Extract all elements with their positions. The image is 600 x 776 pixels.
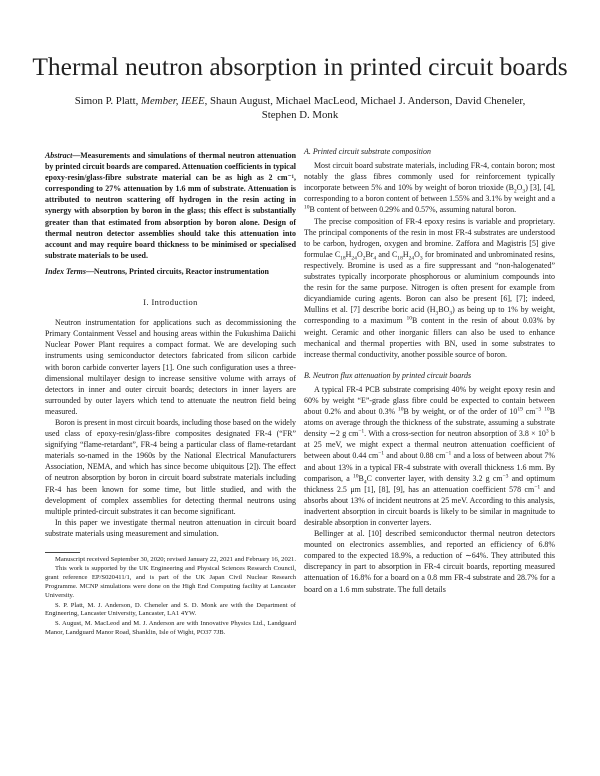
- text-run: H: [402, 249, 409, 259]
- text-run: O: [516, 183, 523, 193]
- author-membership: Member, IEEE: [141, 95, 205, 107]
- text-run: and about 0.88 cm: [384, 451, 446, 461]
- intro-paragraph-2: Boron is present in most circuit boards, including those based on the widely used class of epoxy-resin/glass-fibre composites designated FR-4 (“FR” signifying “flame-retardant”, FR-4 being a particular class of flame-retardant materials so-named in the 1960s by the National Electrical Manufacturers Association, NEMA, and which has since become ubiquitous [2]). The effect of neutron absorption by boron in circuit board substrate materials including FR-4 has been known for some time, but little studied, and with the development of complex assemblies for detecting thermal neutrons using multiple printed-circuit substrates it can become significant.: [45, 417, 296, 516]
- author-line-2: Stephen D. Monk: [261, 109, 339, 121]
- substrate-paragraph-2: [304, 216, 555, 360]
- superscript: 10: [352, 472, 359, 479]
- text-run: BO: [438, 305, 450, 315]
- footnotes: [45, 552, 296, 638]
- text-run: and a loss of between about 7% and about 13% in a typical FR-4 substrate with overall thickness 1.6 mm. By comparison, a: [304, 451, 556, 483]
- abstract-label: Abstract: [45, 151, 73, 160]
- subscript: 18: [397, 255, 403, 262]
- left-column: [45, 150, 296, 638]
- superscript: −1: [358, 428, 365, 435]
- text-run: b at 25 meV, we might expect a thermal neutron attenuation coefficient of between about 0.44 cm: [304, 429, 555, 461]
- superscript: 10: [398, 406, 404, 413]
- text-run: O: [356, 249, 363, 259]
- text-run: and absorbs about 13% of incident neutrons at 25 meV. According to this analysis, inadvertent absorption in circuit boards is likely to be similar in magnitude to desirable absorption in converter layers.: [304, 484, 555, 527]
- subscript: 4: [373, 255, 377, 262]
- author-line-1: [40, 94, 560, 108]
- subscript: 3: [522, 188, 526, 195]
- superscript: 10: [406, 315, 413, 322]
- text-run: The precise composition of FR-4 epoxy resins is variable and proprietary. The principal components of the resin in most FR-4 substrates are understood to be carbon, hydrogen, oxygen and bromine. Zaffora and Magistris [5] give formulae C: [304, 216, 555, 259]
- superscript: 10: [304, 204, 310, 211]
- subscript: 4: [363, 479, 367, 486]
- subsection-heading-substrate-composition: A. Printed circuit substrate composition: [304, 147, 431, 156]
- author-names-rest: , Shaun August, Michael MacLeod, Michael J. Anderson, David Cheneler,: [204, 95, 526, 107]
- superscript: −1: [445, 450, 452, 457]
- footnote-affiliation-lancaster: S. P. Platt, M. J. Anderson, D. Cheneler and S. D. Monk are with the Department of Engineering, Lancaster University, Lancaster, LA1 4YW.: [45, 601, 296, 618]
- subsection-heading-flux-attenuation: B. Neutron flux attenuation by printed circuit boards: [304, 370, 472, 380]
- text-run: H: [345, 249, 352, 259]
- text-run: and optimum thickness 2.5 μm [1], [8], [9], has an attenuation coefficient 578 cm: [304, 473, 555, 494]
- text-run: ) as being up to 1% by weight, corresponding to a maximum: [304, 305, 556, 326]
- text-run: cm: [522, 407, 536, 417]
- subscript: 2: [362, 255, 366, 262]
- text-run: B: [358, 473, 364, 483]
- superscript: 19: [517, 406, 523, 413]
- text-run: for brominated and unbrominated resins, respectively. Bromine is used as a fire suppressant and “non-halogenated” substrates typically incorporate phosphorous or aluminium compounds into the resin for the same purpose. Nitrogen is often present for example from dicyandiamide curing agents. Boron can also be present [6], [7]; indeed, Mullins et al. [7] describe boric acid (H: [304, 249, 555, 315]
- text-run: Br: [365, 249, 374, 259]
- text-run: O: [414, 249, 420, 259]
- superscript: −3: [502, 472, 509, 479]
- footnote-affiliation-innovative-physics: S. August, M. MacLeod and M. J. Anderson are with Innovative Physics Ltd., Landguard Manor, Landguard Manor Road, Shanklin, Isle of Wight, PO37 7JB.: [45, 619, 296, 636]
- substrate-paragraph-1: [304, 160, 555, 215]
- subscript: 24: [408, 255, 415, 262]
- index-terms: [45, 266, 296, 277]
- section-heading-introduction: I. Introduction: [143, 298, 198, 308]
- text-run: Most circuit board substrate materials, including FR-4, contain boron; most notably the glass fibres commonly used for reinforcement typically incorporate between 5% and 10% by weight of boron trioxide (B: [304, 161, 555, 193]
- superscript: 3: [545, 428, 549, 435]
- text-run: B content of between 0.29% and 0.57%, assuming natural boron.: [309, 205, 517, 215]
- attenuation-paragraph-1: [304, 384, 555, 528]
- intro-paragraph-1: Neutron instrumentation for applications such as decommissioning the Primary Containment Vessel and housing areas within the Fukushima Daiichi Nuclear Power Plant requires a compact format. We are developing such instruments using semiconductor detectors fabricated from silicon carbide with boron carbide converter layers [1]. One such configuration uses a three-dimensional multilayer design to increase sensitive volume with arrays of detectors in inner and outer circuit boards; detectors in inner layers are surrounded by outer layers which tend to attenuate the neutron field being measured.: [45, 318, 296, 416]
- index-terms-label: Index Terms: [45, 266, 86, 276]
- text-run: . With a cross-section for neutron absorption of 3.8 × 10: [364, 429, 546, 439]
- index-terms-text: —Neutrons, Printed circuits, Reactor instrumentation: [85, 266, 269, 276]
- subscript: 3: [435, 310, 439, 317]
- subscript: 24: [351, 255, 357, 262]
- text-run: C converter layer, with density 3.2 g cm: [366, 473, 503, 483]
- text-run: ) [3], [4], corresponding to a boron content of between 1.55% and 3.1% by weight and a: [304, 183, 555, 204]
- paper-title: Thermal neutron absorption in printed circuit boards: [32, 52, 568, 81]
- superscript: 10: [544, 406, 550, 413]
- attenuation-paragraph-2: Bellinger at al. [10] described semiconductor thermal neutron detectors mounted on electronics assemblies, and reported an efficiency of 6.8% compared to the expected 18.9%, a reduction of ∼64%. They attributed this discrepancy in part to absorption in FR-4 circuit boards, reporting measured attenuation of 16.8% for a board on a 0.8 mm FR-4 substrate and 28.7% for a board on a 1.6 mm substrate. The full details: [304, 529, 555, 594]
- superscript: −1: [534, 484, 541, 491]
- subscript: 3: [449, 310, 453, 317]
- footnote-rule: [45, 552, 80, 553]
- subscript: 2: [513, 188, 517, 195]
- abstract-text: —Measurements and simulations of thermal neutron attenuation by printed circuit boards are compared. Attenuation coefficients in typical epoxy-resin/glass-fibre substrate material can be as high as 2 cm⁻¹, corresponding to 27% attenuation by 1.6 mm of substrate. Attenuation is attributed to neutron scattering off hydrogen in the resin acting in synergy with absorption by boron in the glass; this effect is substantially greater than that estimated from absorption by boron alone. Design of thermal neutron detector assemblies should take this attenuation into account and may require board thickness to be minimised or specialised substrate materials to be used.: [45, 151, 296, 260]
- footnote-funding: This work is supported by the UK Engineering and Physical Sciences Research Council, grant reference EP/S020411/1, and is part of the UK Japan Civil Nuclear Research Programme. MCNP simulations were done on the High End Computing facility at Lancaster University.: [45, 565, 296, 600]
- right-column: [304, 146, 555, 595]
- footnote-manuscript-dates: Manuscript received September 30, 2020; revised January 22, 2021 and February 16, 2021.: [55, 556, 296, 563]
- superscript: −1: [378, 450, 385, 457]
- text-run: B by weight, or of the order of 10: [403, 407, 518, 417]
- author-list: [40, 94, 560, 122]
- text-run: and C: [376, 249, 398, 259]
- text-run: B content in the resin of about 0.03% by weight. Ceramic and other inorganic fillers can also be used to enhance mechanical and thermal properties with BN, used in some substrates to increase thermal conductivity, another possible source of boron.: [304, 316, 555, 359]
- author-names-first: Simon P. Platt,: [74, 95, 142, 107]
- subscript: 18: [340, 255, 346, 262]
- abstract: [45, 150, 296, 261]
- superscript: −3: [535, 406, 542, 413]
- subscript: 3: [419, 255, 423, 262]
- text-run: A typical FR-4 PCB substrate comprising 40% by weight epoxy resin and 60% by weight “E”-grade glass fibre could be expected to contain between about 0.2% and about 0.3%: [304, 384, 555, 417]
- intro-paragraph-3: In this paper we investigate thermal neutron attenuation in circuit board substrate materials using measurement and simulation.: [45, 517, 296, 538]
- text-run: B atoms on average through the thickness of the substrate, assuming a substrate density ∼2 g cm: [304, 407, 555, 439]
